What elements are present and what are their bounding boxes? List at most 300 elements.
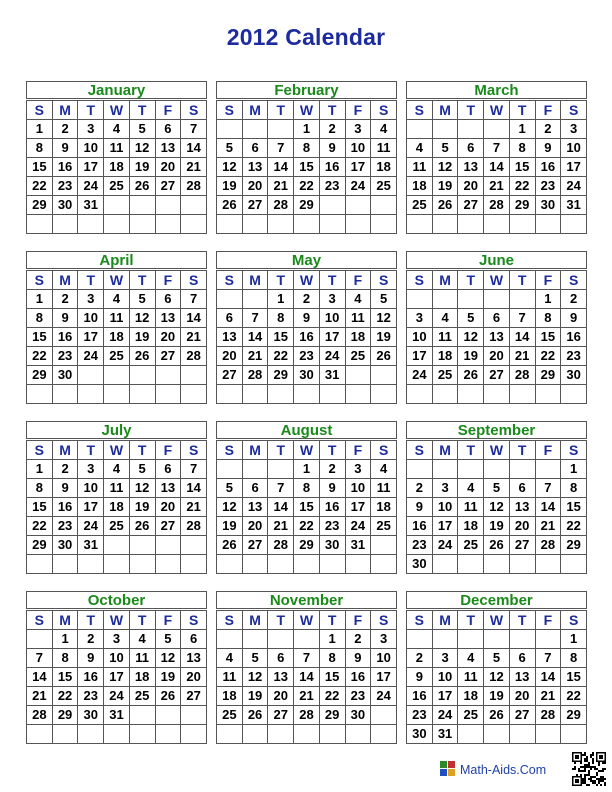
day-cell: 25 [217, 706, 243, 725]
day-cell: 14 [294, 668, 320, 687]
day-cell [129, 555, 155, 574]
weekday-header: F [535, 611, 561, 630]
day-cell: 15 [268, 328, 294, 347]
day-cell: 14 [484, 158, 510, 177]
weekday-header: S [217, 271, 243, 290]
day-cell: 21 [181, 158, 207, 177]
day-cell [319, 215, 345, 234]
weekday-header-row [217, 611, 397, 630]
day-cell: 10 [78, 139, 104, 158]
day-cell [217, 290, 243, 309]
day-cell [181, 536, 207, 555]
weekday-header: W [104, 441, 130, 460]
day-cell [371, 536, 397, 555]
month-grid [406, 100, 587, 234]
weekday-header-row [217, 101, 397, 120]
day-cell [535, 215, 561, 234]
day-cell: 26 [371, 347, 397, 366]
week-row [27, 479, 207, 498]
weekday-header: S [561, 611, 587, 630]
day-cell: 20 [509, 687, 535, 706]
day-cell: 8 [52, 649, 78, 668]
weekday-header: W [294, 101, 320, 120]
day-cell: 15 [509, 158, 535, 177]
weekday-header: M [52, 271, 78, 290]
day-cell: 14 [535, 668, 561, 687]
day-cell: 2 [561, 290, 587, 309]
day-cell: 13 [268, 668, 294, 687]
day-cell [181, 215, 207, 234]
day-cell: 8 [535, 309, 561, 328]
day-cell: 9 [407, 668, 433, 687]
day-cell [104, 196, 130, 215]
day-cell: 17 [78, 498, 104, 517]
day-cell: 6 [268, 649, 294, 668]
day-cell [155, 536, 181, 555]
day-cell [217, 630, 243, 649]
day-cell [561, 215, 587, 234]
day-cell: 10 [104, 649, 130, 668]
weekday-header: S [27, 271, 53, 290]
day-cell: 29 [561, 706, 587, 725]
week-row [217, 215, 397, 234]
day-cell [535, 460, 561, 479]
weekday-header: M [242, 441, 268, 460]
day-cell: 11 [371, 479, 397, 498]
day-cell: 6 [217, 309, 243, 328]
week-row [217, 347, 397, 366]
weekday-header-row [407, 611, 587, 630]
qr-code [572, 752, 606, 786]
day-cell: 17 [345, 498, 371, 517]
day-cell: 2 [52, 120, 78, 139]
weekday-header: S [407, 271, 433, 290]
day-cell: 2 [407, 479, 433, 498]
day-cell [509, 290, 535, 309]
day-cell: 4 [407, 139, 433, 158]
day-cell: 15 [52, 668, 78, 687]
day-cell: 20 [181, 668, 207, 687]
weekday-header-row [27, 441, 207, 460]
month-grid [406, 610, 587, 744]
day-cell: 21 [509, 347, 535, 366]
month-grid [406, 270, 587, 404]
day-cell: 9 [294, 309, 320, 328]
day-cell: 26 [129, 517, 155, 536]
day-cell: 21 [268, 517, 294, 536]
day-cell [268, 555, 294, 574]
day-cell: 23 [52, 517, 78, 536]
week-row [27, 139, 207, 158]
day-cell: 22 [509, 177, 535, 196]
day-cell: 4 [432, 309, 458, 328]
day-cell [78, 215, 104, 234]
day-cell: 30 [407, 725, 433, 744]
weekday-header: W [294, 441, 320, 460]
day-cell [155, 196, 181, 215]
day-cell [432, 120, 458, 139]
day-cell: 14 [268, 158, 294, 177]
day-cell: 9 [78, 649, 104, 668]
day-cell: 30 [78, 706, 104, 725]
day-cell [407, 460, 433, 479]
day-cell [104, 366, 130, 385]
day-cell: 8 [27, 139, 53, 158]
day-cell: 31 [432, 725, 458, 744]
day-cell [268, 725, 294, 744]
week-row [407, 215, 587, 234]
day-cell: 30 [407, 555, 433, 574]
day-cell [129, 536, 155, 555]
day-cell: 25 [104, 347, 130, 366]
day-cell: 29 [268, 366, 294, 385]
week-row [407, 498, 587, 517]
day-cell: 25 [407, 196, 433, 215]
day-cell [484, 555, 510, 574]
day-cell [52, 385, 78, 404]
day-cell: 12 [217, 498, 243, 517]
day-cell [155, 215, 181, 234]
weekday-header: F [155, 441, 181, 460]
day-cell: 2 [52, 290, 78, 309]
month-name: July [26, 421, 207, 439]
day-cell [129, 215, 155, 234]
day-cell: 17 [78, 328, 104, 347]
day-cell: 6 [155, 460, 181, 479]
day-cell: 28 [535, 706, 561, 725]
day-cell [407, 215, 433, 234]
weekday-header: S [217, 101, 243, 120]
day-cell: 3 [345, 460, 371, 479]
day-cell: 16 [407, 517, 433, 536]
day-cell: 10 [345, 479, 371, 498]
weekday-header: T [78, 101, 104, 120]
day-cell: 18 [104, 158, 130, 177]
day-cell: 28 [484, 196, 510, 215]
day-cell: 24 [432, 536, 458, 555]
footer-site-link[interactable]: Math-Aids.Com [460, 763, 547, 777]
day-cell: 11 [371, 139, 397, 158]
day-cell: 23 [561, 347, 587, 366]
day-cell [104, 385, 130, 404]
week-row [407, 706, 587, 725]
day-cell [535, 385, 561, 404]
weekday-header: S [217, 441, 243, 460]
day-cell: 20 [484, 347, 510, 366]
footer-branding [440, 760, 546, 780]
day-cell [217, 555, 243, 574]
weekday-header: S [371, 101, 397, 120]
weekday-header: S [407, 611, 433, 630]
day-cell: 29 [27, 366, 53, 385]
week-row [27, 460, 207, 479]
day-cell: 6 [242, 139, 268, 158]
math-aids-logo-icon [440, 761, 456, 779]
day-cell: 21 [268, 177, 294, 196]
day-cell [432, 290, 458, 309]
day-cell [52, 215, 78, 234]
day-cell: 3 [78, 290, 104, 309]
day-cell [509, 630, 535, 649]
day-cell [371, 366, 397, 385]
weekday-header: S [371, 611, 397, 630]
week-row [27, 536, 207, 555]
week-row [407, 309, 587, 328]
day-cell: 5 [129, 460, 155, 479]
day-cell: 2 [294, 290, 320, 309]
day-cell [484, 290, 510, 309]
day-cell [561, 385, 587, 404]
week-row [407, 668, 587, 687]
weekday-header-row [407, 441, 587, 460]
day-cell: 23 [319, 177, 345, 196]
day-cell: 21 [27, 687, 53, 706]
day-cell: 11 [458, 498, 484, 517]
weekday-header: W [484, 101, 510, 120]
day-cell [181, 725, 207, 744]
day-cell: 27 [268, 706, 294, 725]
day-cell: 20 [458, 177, 484, 196]
day-cell [155, 366, 181, 385]
day-cell: 27 [155, 517, 181, 536]
day-cell: 24 [345, 517, 371, 536]
day-cell [268, 120, 294, 139]
day-cell: 12 [155, 649, 181, 668]
day-cell [242, 290, 268, 309]
weekday-header: W [484, 271, 510, 290]
day-cell: 1 [27, 460, 53, 479]
week-row [217, 725, 397, 744]
day-cell [155, 725, 181, 744]
weekday-header: S [407, 441, 433, 460]
weekday-header: T [509, 271, 535, 290]
day-cell [407, 120, 433, 139]
day-cell: 26 [432, 196, 458, 215]
day-cell: 4 [129, 630, 155, 649]
weekday-header: F [535, 101, 561, 120]
day-cell [371, 555, 397, 574]
day-cell: 11 [129, 649, 155, 668]
weekday-header: S [27, 101, 53, 120]
day-cell: 8 [319, 649, 345, 668]
day-cell [104, 725, 130, 744]
day-cell: 7 [535, 649, 561, 668]
day-cell: 20 [242, 177, 268, 196]
weekday-header: T [268, 271, 294, 290]
day-cell [294, 215, 320, 234]
day-cell: 24 [561, 177, 587, 196]
weekday-header: M [432, 441, 458, 460]
weekday-header: W [104, 101, 130, 120]
day-cell: 3 [371, 630, 397, 649]
day-cell [129, 196, 155, 215]
day-cell [78, 385, 104, 404]
day-cell: 25 [104, 177, 130, 196]
day-cell: 2 [345, 630, 371, 649]
day-cell: 9 [52, 479, 78, 498]
day-cell: 28 [268, 536, 294, 555]
day-cell: 26 [129, 347, 155, 366]
weekday-header: T [319, 611, 345, 630]
day-cell [561, 725, 587, 744]
weekday-header-row [217, 271, 397, 290]
day-cell: 13 [458, 158, 484, 177]
day-cell: 3 [104, 630, 130, 649]
weekday-header: F [345, 271, 371, 290]
day-cell [242, 725, 268, 744]
month-name: August [216, 421, 397, 439]
week-row [407, 347, 587, 366]
day-cell: 27 [509, 706, 535, 725]
day-cell: 19 [484, 687, 510, 706]
day-cell: 22 [319, 687, 345, 706]
weekday-header: W [484, 441, 510, 460]
week-row [217, 120, 397, 139]
day-cell: 1 [319, 630, 345, 649]
day-cell: 8 [509, 139, 535, 158]
day-cell: 20 [155, 328, 181, 347]
day-cell [52, 555, 78, 574]
day-cell: 16 [535, 158, 561, 177]
week-row [27, 555, 207, 574]
day-cell: 3 [407, 309, 433, 328]
day-cell: 16 [561, 328, 587, 347]
day-cell [484, 120, 510, 139]
day-cell [268, 215, 294, 234]
day-cell: 12 [371, 309, 397, 328]
day-cell: 15 [294, 158, 320, 177]
day-cell [407, 290, 433, 309]
day-cell: 18 [458, 517, 484, 536]
week-row [407, 290, 587, 309]
day-cell: 13 [509, 498, 535, 517]
week-row [217, 385, 397, 404]
month-name: April [26, 251, 207, 269]
week-row [407, 158, 587, 177]
day-cell: 9 [319, 479, 345, 498]
day-cell: 1 [52, 630, 78, 649]
day-cell: 19 [432, 177, 458, 196]
day-cell: 16 [294, 328, 320, 347]
day-cell: 7 [294, 649, 320, 668]
day-cell [484, 385, 510, 404]
day-cell: 23 [407, 536, 433, 555]
day-cell [181, 555, 207, 574]
weekday-header: S [561, 271, 587, 290]
day-cell: 9 [561, 309, 587, 328]
day-cell: 3 [78, 120, 104, 139]
week-row [27, 517, 207, 536]
day-cell: 5 [484, 479, 510, 498]
day-cell: 15 [561, 498, 587, 517]
day-cell: 24 [104, 687, 130, 706]
day-cell: 3 [319, 290, 345, 309]
day-cell [535, 725, 561, 744]
day-cell: 4 [345, 290, 371, 309]
day-cell: 9 [319, 139, 345, 158]
day-cell: 12 [458, 328, 484, 347]
day-cell [371, 196, 397, 215]
weekday-header-row [407, 101, 587, 120]
day-cell: 30 [52, 196, 78, 215]
weekday-header: F [155, 611, 181, 630]
day-cell: 2 [535, 120, 561, 139]
day-cell: 16 [52, 498, 78, 517]
weekday-header: F [535, 271, 561, 290]
day-cell: 19 [129, 158, 155, 177]
month-name: June [406, 251, 587, 269]
day-cell: 13 [155, 479, 181, 498]
day-cell: 2 [78, 630, 104, 649]
week-row [217, 460, 397, 479]
day-cell: 24 [78, 517, 104, 536]
day-cell: 23 [535, 177, 561, 196]
weekday-header: T [509, 441, 535, 460]
day-cell: 13 [181, 649, 207, 668]
day-cell: 17 [432, 687, 458, 706]
day-cell: 18 [129, 668, 155, 687]
day-cell: 8 [561, 479, 587, 498]
weekday-header: T [458, 271, 484, 290]
day-cell: 25 [129, 687, 155, 706]
day-cell: 27 [155, 177, 181, 196]
weekday-header: W [294, 271, 320, 290]
day-cell: 26 [217, 536, 243, 555]
week-row [407, 366, 587, 385]
day-cell: 7 [27, 649, 53, 668]
day-cell: 27 [458, 196, 484, 215]
day-cell [217, 460, 243, 479]
day-cell: 20 [155, 158, 181, 177]
day-cell: 22 [27, 517, 53, 536]
day-cell: 5 [242, 649, 268, 668]
week-row [217, 328, 397, 347]
weekday-header: S [371, 441, 397, 460]
day-cell: 27 [155, 347, 181, 366]
weekday-header-row [27, 611, 207, 630]
day-cell: 24 [432, 706, 458, 725]
weekday-header: S [181, 441, 207, 460]
day-cell [217, 725, 243, 744]
day-cell: 24 [319, 347, 345, 366]
day-cell [509, 215, 535, 234]
day-cell [155, 706, 181, 725]
day-cell: 21 [242, 347, 268, 366]
day-cell [78, 366, 104, 385]
weekday-header: F [345, 441, 371, 460]
day-cell: 28 [181, 517, 207, 536]
day-cell [561, 555, 587, 574]
day-cell: 11 [407, 158, 433, 177]
day-cell: 5 [371, 290, 397, 309]
week-row [217, 517, 397, 536]
day-cell [294, 385, 320, 404]
day-cell: 11 [217, 668, 243, 687]
day-cell: 2 [407, 649, 433, 668]
day-cell: 28 [509, 366, 535, 385]
month-name: September [406, 421, 587, 439]
day-cell [129, 725, 155, 744]
day-cell [104, 215, 130, 234]
day-cell: 30 [294, 366, 320, 385]
day-cell: 11 [104, 479, 130, 498]
day-cell: 1 [268, 290, 294, 309]
day-cell: 1 [561, 630, 587, 649]
weekday-header: S [181, 101, 207, 120]
day-cell [181, 366, 207, 385]
weekday-header: T [458, 441, 484, 460]
week-row [407, 460, 587, 479]
